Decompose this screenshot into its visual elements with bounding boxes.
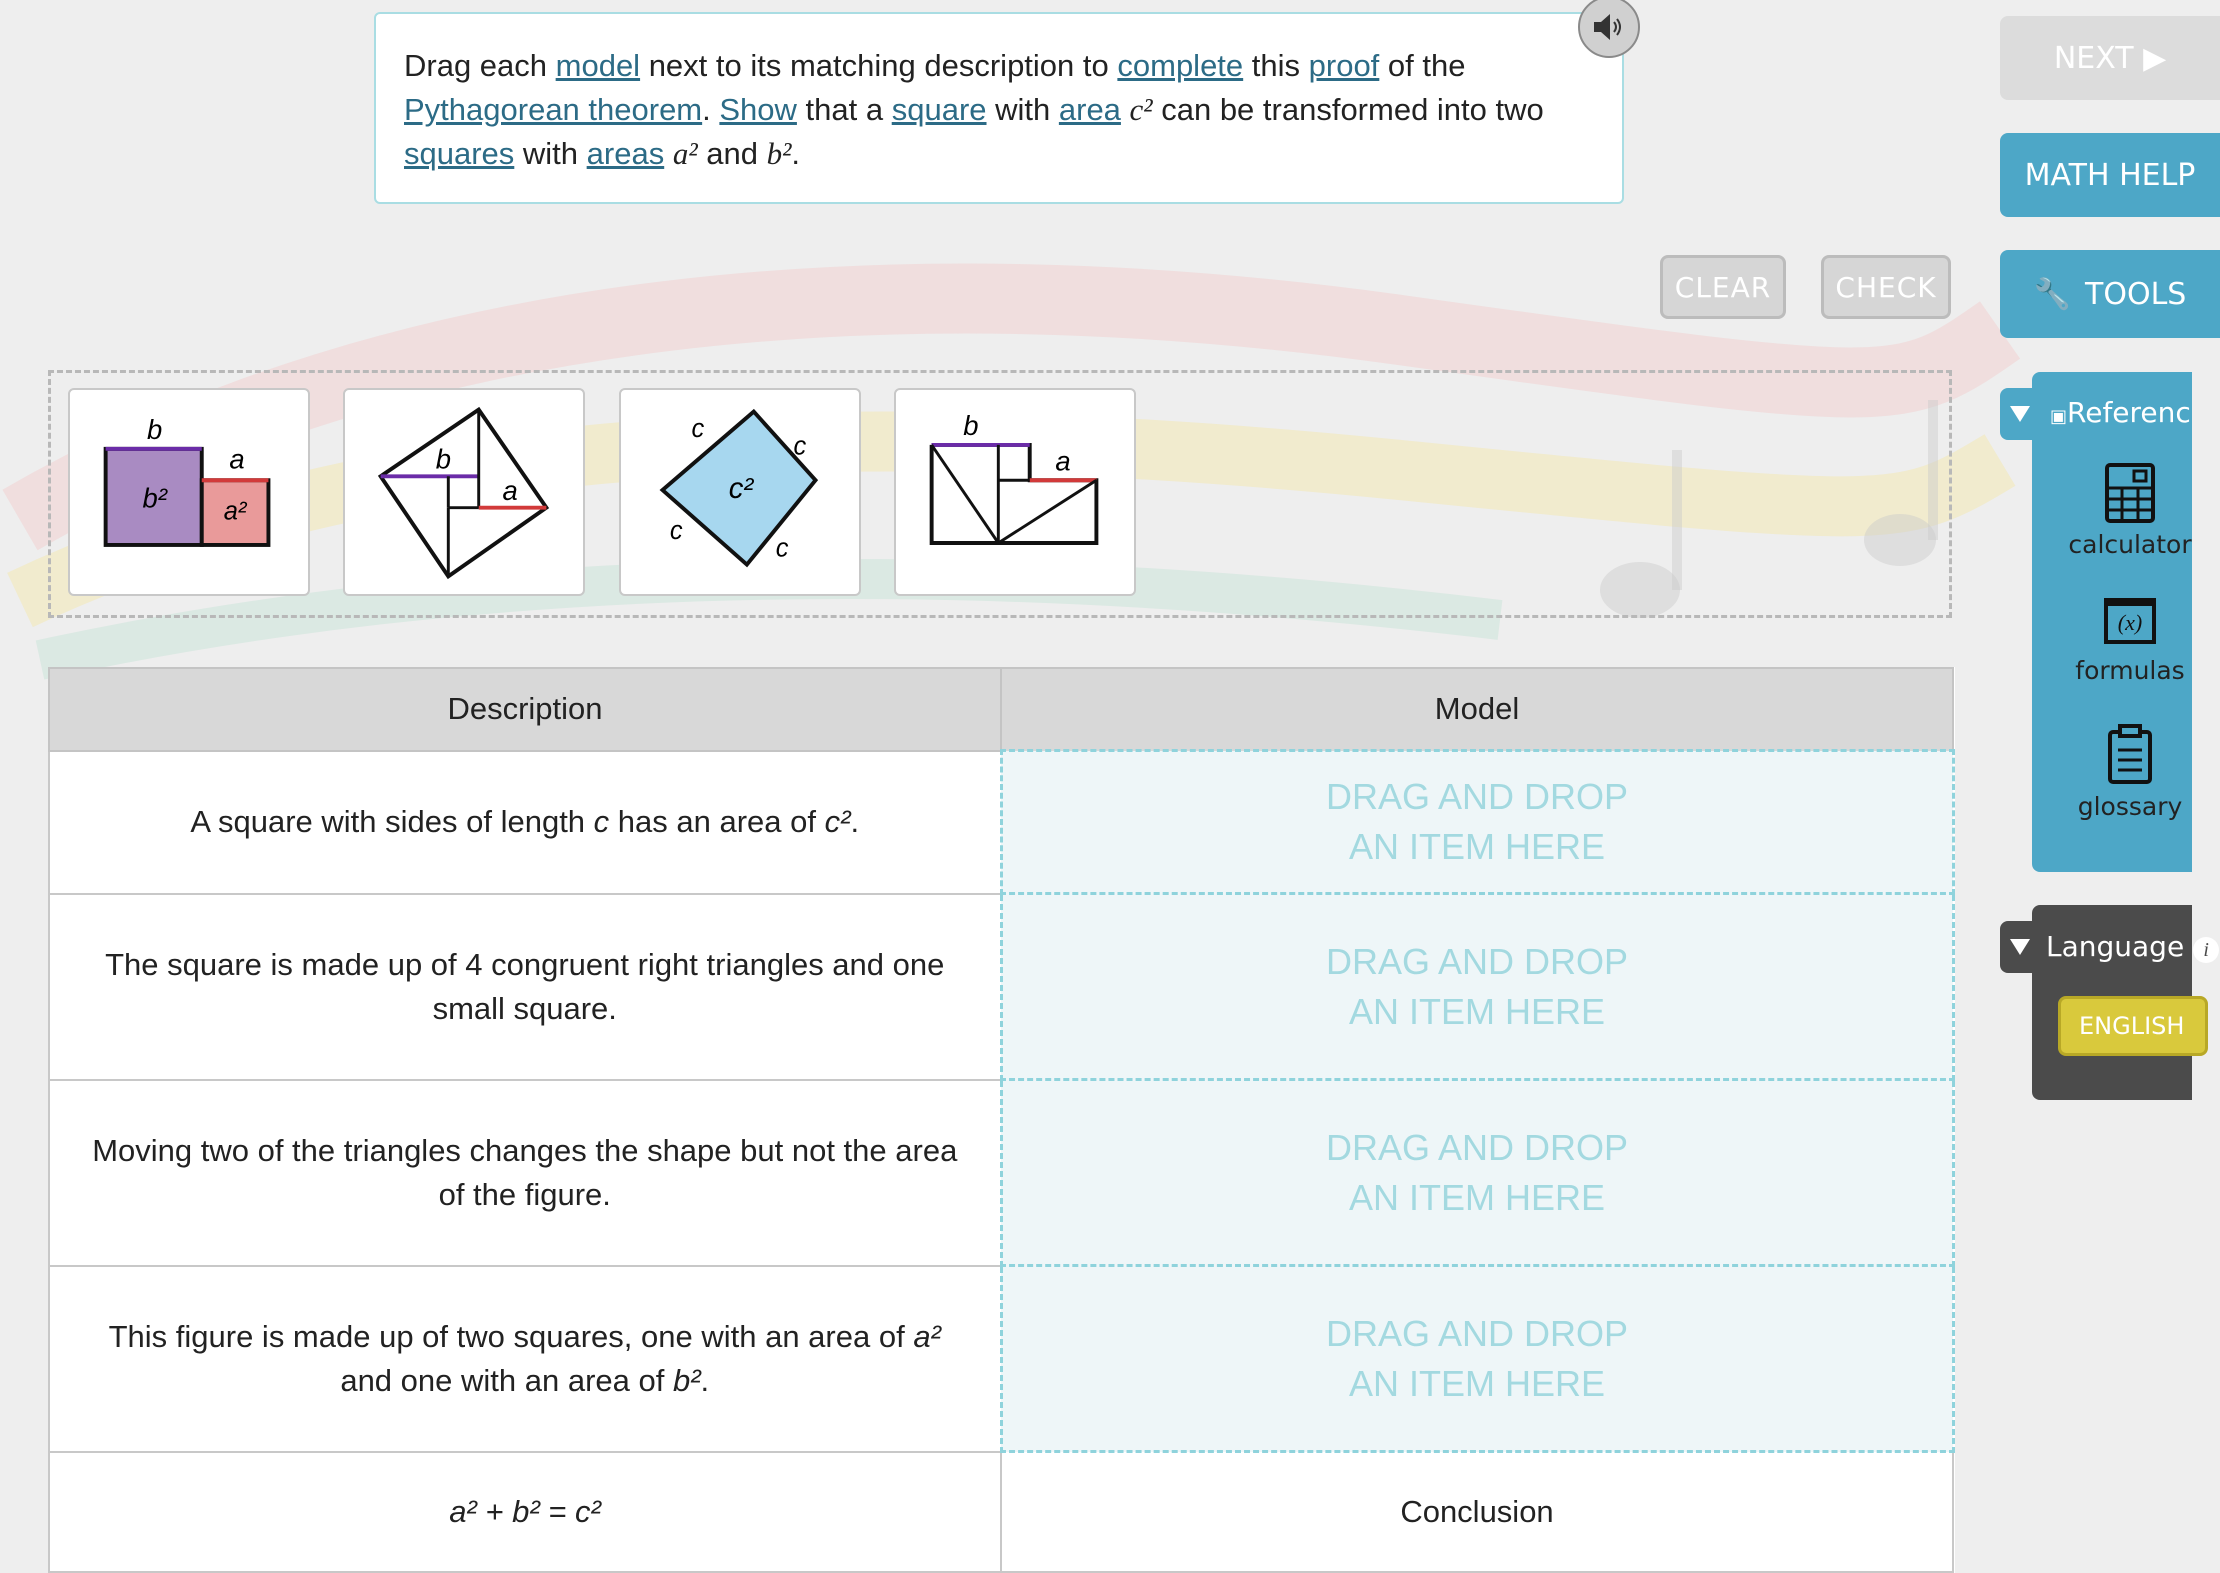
- instr-text: .: [791, 136, 800, 171]
- link-area[interactable]: area: [1058, 92, 1121, 127]
- label-b: b: [147, 414, 163, 446]
- label-c-left: c: [669, 517, 683, 546]
- table-row: [49, 1080, 1953, 1266]
- instr-text: this: [1243, 48, 1309, 83]
- instr-text: next to its matching description to: [640, 48, 1118, 83]
- link-square[interactable]: square: [891, 92, 987, 127]
- instr-text: .: [702, 92, 720, 127]
- english-button[interactable]: ENGLISH: [2058, 996, 2208, 1056]
- instr-text: with: [986, 92, 1059, 127]
- drop-zone-3[interactable]: [1001, 1080, 1953, 1266]
- instr-text: [1121, 92, 1130, 127]
- glossary-tool[interactable]: [2040, 724, 2220, 821]
- col-description: Description: [49, 668, 1001, 751]
- description-cell: Moving two of the triangles changes the shape but not the area of the figure.: [49, 1080, 1001, 1266]
- next-button[interactable]: NEXT ▶: [2000, 16, 2220, 100]
- math-var: c: [593, 804, 610, 839]
- glossary-label: glossary: [2077, 792, 2183, 821]
- reference-icon: ▣: [2050, 406, 2068, 427]
- formulas-icon: (x): [2104, 598, 2156, 644]
- instr-text: and: [697, 136, 767, 171]
- label-a: a: [229, 443, 245, 475]
- drop-zone-4[interactable]: [1001, 1266, 1953, 1452]
- draggable-model-four-triangles[interactable]: [343, 388, 585, 596]
- label-a: a: [1055, 445, 1071, 477]
- label-c-right: c: [793, 432, 807, 461]
- instr-text: of the: [1379, 48, 1466, 83]
- info-icon[interactable]: i: [2193, 937, 2219, 963]
- desc-text: .: [850, 804, 860, 839]
- instr-text: can be transformed into two: [1152, 92, 1544, 127]
- desc-text: and one with an area of: [340, 1362, 673, 1398]
- check-button[interactable]: CHECK: [1821, 255, 1951, 319]
- tools-button[interactable]: [2000, 250, 2220, 338]
- instructions-box: [374, 12, 1624, 204]
- conclusion-cell: Conclusion: [1001, 1452, 1953, 1572]
- language-label: Language: [2046, 930, 2185, 963]
- drop-hint: DRAG AND DROP: [1325, 940, 1629, 982]
- description-cell: [49, 1266, 1001, 1452]
- equation-text: a² + b² = c²: [449, 1493, 601, 1529]
- drop-hint: DRAG AND DROP: [1325, 776, 1629, 817]
- desc-text: has an area of: [609, 804, 825, 839]
- instr-text: [664, 136, 673, 171]
- c-square-diagram: [621, 390, 859, 594]
- math-a-squared: a²: [672, 136, 698, 171]
- drop-zone-1[interactable]: [1001, 751, 1953, 894]
- table-row: [49, 1452, 1953, 1572]
- draggable-model-c-square[interactable]: [619, 388, 861, 596]
- label-a-squared: a²: [223, 497, 247, 526]
- math-help-button[interactable]: MATH HELP: [2000, 133, 2220, 217]
- calculator-icon: [2104, 462, 2156, 524]
- math-c-squared: c²: [1129, 92, 1153, 127]
- drop-hint: DRAG AND DROP: [1325, 1312, 1629, 1354]
- instr-text: that a: [796, 92, 892, 127]
- reference-header[interactable]: [2050, 396, 2191, 429]
- label-b: b: [435, 443, 452, 475]
- math-var: c²: [824, 804, 851, 839]
- tools-label: TOOLS: [2085, 276, 2187, 312]
- instr-text: with: [514, 136, 587, 171]
- label-c-bottom: c: [775, 534, 789, 563]
- clipboard-icon: [2106, 724, 2154, 786]
- calculator-label: calculator: [2068, 530, 2192, 559]
- link-areas[interactable]: areas: [586, 136, 665, 171]
- draggable-model-rearranged[interactable]: [894, 388, 1136, 596]
- two-squares-diagram: [70, 390, 308, 594]
- table-row: [49, 1266, 1953, 1452]
- label-b-squared: b²: [142, 482, 167, 514]
- drop-hint: DRAG AND DROP: [1325, 1126, 1629, 1168]
- link-show[interactable]: Show: [719, 92, 797, 127]
- drop-zone-2[interactable]: [1001, 894, 1953, 1080]
- link-proof[interactable]: proof: [1308, 48, 1380, 83]
- drop-hint: AN ITEM HERE: [1348, 1362, 1606, 1404]
- label-b: b: [963, 410, 979, 442]
- drop-hint: AN ITEM HERE: [1348, 990, 1606, 1032]
- link-squares[interactable]: squares: [404, 136, 515, 171]
- table-row: [49, 751, 1953, 894]
- table-header-row: [49, 668, 1953, 751]
- desc-text: A square with sides of length: [190, 804, 594, 839]
- clear-button[interactable]: CLEAR: [1660, 255, 1786, 319]
- formulas-tool[interactable]: [2040, 598, 2220, 685]
- reference-label: Referenc: [2067, 396, 2191, 429]
- speaker-icon: [1592, 12, 1626, 42]
- desc-text: This figure is made up of two squares, one with an area of: [108, 1318, 914, 1354]
- description-cell: The square is made up of 4 congruent right triangles and one small square.: [49, 894, 1001, 1080]
- description-cell: [49, 751, 1001, 894]
- link-pythagorean-theorem[interactable]: Pythagorean theorem: [404, 92, 703, 127]
- wrench-icon: 🔧: [2033, 276, 2072, 312]
- calculator-tool[interactable]: [2040, 462, 2220, 559]
- math-var: b²: [672, 1362, 701, 1398]
- formulas-label: formulas: [2075, 656, 2185, 685]
- instr-text: Drag each: [404, 48, 556, 83]
- math-b-squared: b²: [766, 136, 792, 171]
- col-model: Model: [1001, 668, 1953, 751]
- language-header: [2046, 930, 2219, 963]
- link-complete[interactable]: complete: [1117, 48, 1244, 83]
- link-model[interactable]: model: [555, 48, 641, 83]
- label-a: a: [502, 474, 518, 506]
- four-triangles-diagram: [345, 390, 583, 594]
- drop-hint: AN ITEM HERE: [1348, 1176, 1606, 1218]
- drop-hint: AN ITEM HERE: [1348, 826, 1606, 867]
- rearranged-diagram: [896, 390, 1134, 594]
- table-row: [49, 894, 1953, 1080]
- matching-table: [48, 667, 1955, 1573]
- label-c-top: c: [691, 415, 705, 444]
- math-var: a²: [913, 1318, 941, 1354]
- equation-cell: [49, 1452, 1001, 1572]
- draggable-model-two-squares[interactable]: [68, 388, 310, 596]
- desc-text: .: [700, 1362, 710, 1398]
- label-c-squared: c²: [728, 471, 754, 505]
